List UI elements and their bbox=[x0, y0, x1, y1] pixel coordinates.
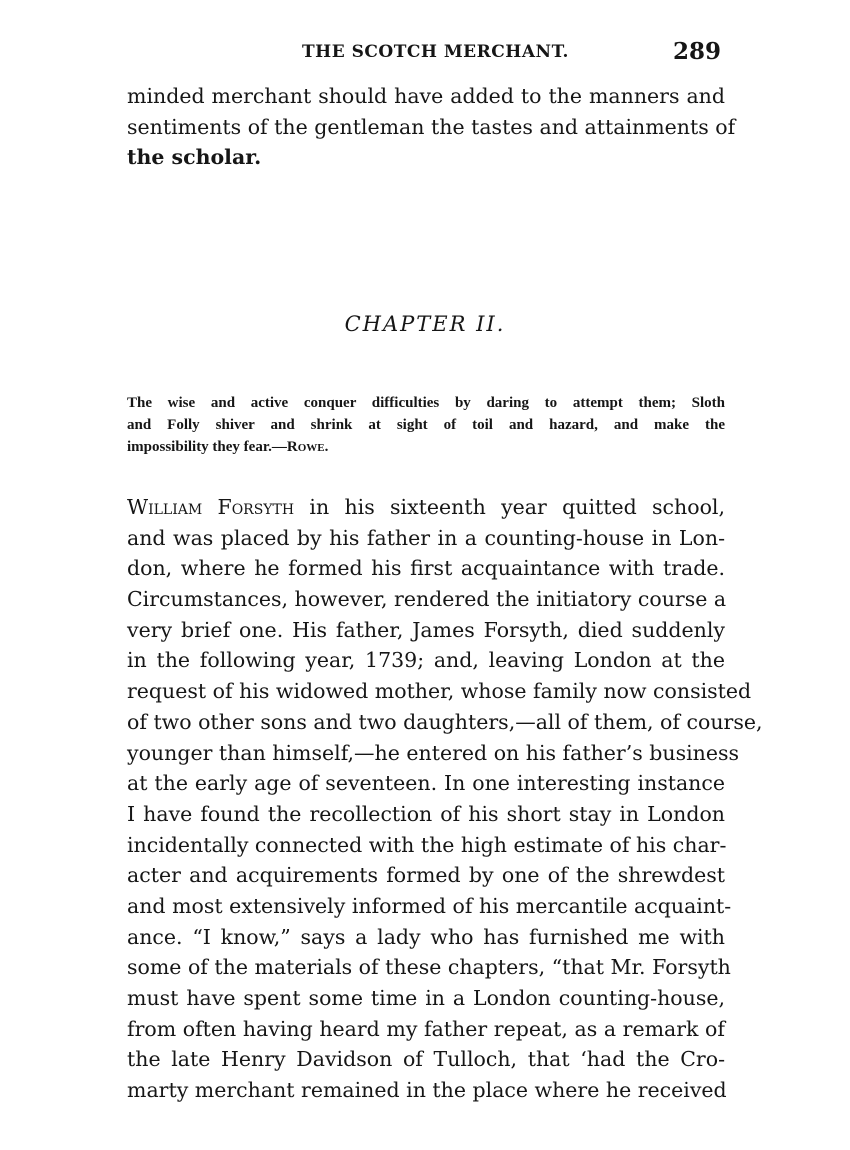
text-line: at the early age of seventeen. In one interesting instance bbox=[127, 771, 725, 796]
text-line: the late Henry Davidson of Tulloch, that ‘had the Cro- bbox=[127, 1047, 725, 1072]
text-line: and was placed by his father in a counting-house in Lon- bbox=[127, 525, 725, 550]
text-line: I have found the recollection of his short stay in London bbox=[127, 801, 725, 826]
epigraph-line-text: impossibility they fear.— bbox=[127, 439, 287, 455]
epigraph-line: The wise and active conquer difficulties by daring to attempt them; Sloth bbox=[127, 395, 725, 411]
epigraph-line bbox=[127, 436, 725, 458]
epigraph bbox=[127, 392, 725, 458]
first-words: William Forsyth bbox=[127, 495, 295, 519]
text-line: acter and acquirements formed by one of the shrewdest bbox=[127, 863, 725, 888]
text-line: the scholar. bbox=[127, 145, 262, 170]
text-line: of two other sons and two daughters,—all of them, of course, bbox=[127, 709, 763, 734]
chapter-title: CHAPTER II. bbox=[344, 312, 506, 336]
opening-paragraph bbox=[127, 81, 736, 173]
page-number: 289 bbox=[672, 38, 721, 65]
text-line: and most extensively informed of his mercantile acquaint- bbox=[127, 893, 732, 918]
text-line: must have spent some time in a London counting-house, bbox=[127, 986, 725, 1010]
text-line: Circumstances, however, rendered the initiatory course a bbox=[127, 587, 727, 612]
text-line: younger than himself,—he entered on his father’s business bbox=[127, 740, 740, 765]
text-line: incidentally connected with the high estimate of his char- bbox=[127, 832, 727, 857]
running-head bbox=[127, 38, 727, 68]
first-line-rest: in his sixteenth year quitted school, bbox=[294, 495, 725, 519]
text-line: request of his widowed mother, whose family now consisted bbox=[127, 679, 752, 704]
text-line: very brief one. His father, James Forsyth, died suddenly bbox=[127, 617, 725, 642]
text-line: ance. “I know,” says a lady who has furnished me with bbox=[127, 924, 725, 949]
running-title: THE SCOTCH MERCHANT. bbox=[302, 42, 569, 62]
text-line: from often having heard my father repeat, as a remark of bbox=[127, 1016, 725, 1041]
text-line bbox=[127, 492, 725, 523]
text-line: marty merchant remained in the place where he received bbox=[127, 1078, 727, 1103]
text-line: sentiments of the gentleman the tastes and attainments of bbox=[127, 114, 736, 139]
epigraph-author: Rowe. bbox=[286, 439, 329, 455]
chapter-body-paragraph bbox=[127, 492, 763, 1106]
text-line: don, where he formed his first acquaintance with trade. bbox=[127, 556, 725, 581]
epigraph-line: and Folly shiver and shrink at sight of toil and hazard, and make the bbox=[127, 417, 725, 433]
text-line: minded merchant should have added to the manners and bbox=[127, 84, 725, 108]
text-line: some of the materials of these chapters, “that Mr. Forsyth bbox=[127, 955, 731, 980]
text-line: in the following year, 1739; and, leaving London at the bbox=[127, 648, 725, 673]
